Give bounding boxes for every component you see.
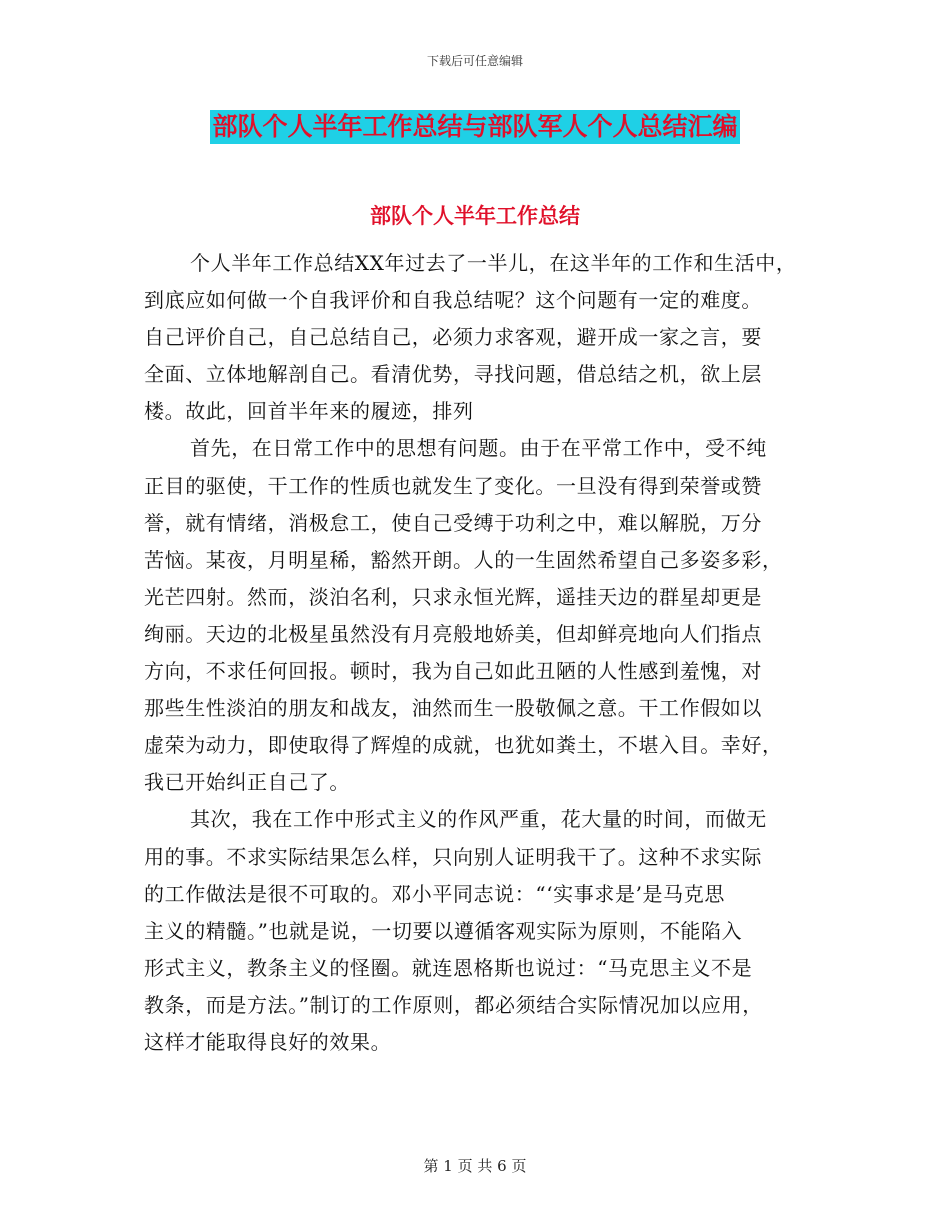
text-line: 虚荣为动力，即使取得了辉煌的成就，也犹如粪土，不堪入目。幸好， [144,733,783,758]
text-line: 到底应如何做一个自我评价和自我总结呢？这个问题有一定的难度。 [144,288,762,313]
text-line: 方向，不求任何回报。顿时，我为自己如此丑陋的人性感到羞愧，对 [144,659,762,684]
text-line: 自己评价自己，自己总结自己，必须力求客观，避开成一家之言，要 [144,325,762,350]
text-line: 首先，在日常工作中的思想有问题。由于在平常工作中，受不纯 [190,436,767,461]
paragraph-1 [144,245,810,430]
section-title: 部队个人半年工作总结 [370,204,580,228]
document-title: 部队个人半年工作总结与部队军人个人总结汇编 [210,110,739,144]
text-line: 个人半年工作总结XX年过去了一半儿，在这半年的工作和生活中， [190,251,797,275]
page-header-note: 下载后可任意编辑 [426,54,523,68]
page-number: 第 1 页 共 6 页 [423,1157,527,1175]
text-line: 正目的驱使，干工作的性质也就发生了变化。一旦没有得到荣誉或赞 [144,473,762,498]
text-line: 这样才能取得良好的效果。 [144,1029,392,1054]
text-line: 的工作做法是很不可取的。邓小平同志说：“‘实事求是’是马克思 [144,881,725,906]
text-line: 誉，就有情绪，消极怠工，使自己受缚于功利之中，难以解脱，万分 [144,510,762,535]
paragraph-3 [144,801,810,1061]
paragraph-2 [144,430,810,801]
text-line: 绚丽。天边的北极星虽然没有月亮般地娇美，但却鲜亮地向人们指点 [144,621,762,646]
text-line: 主义的精髓。”也就是说，一切要以遵循客观实际为原则，不能陷入 [144,918,743,943]
text-line: 全面、立体地解剖自己。看清优势，寻找问题，借总结之机，欲上层 [144,362,762,387]
text-line: 其次，我在工作中形式主义的作风严重，花大量的时间，而做无 [190,807,767,832]
text-line: 苦恼。某夜，月明星稀，豁然开朗。人的一生固然希望自己多姿多彩， [144,547,783,572]
text-line: 我已开始纠正自己了。 [144,770,350,795]
text-line: 教条，而是方法。”制订的工作原则，都必须结合实际情况加以应用， [144,992,763,1017]
text-line: 那些生性淡泊的朋友和战友，油然而生一股敬佩之意。干工作假如以 [144,696,762,721]
text-line: 形式主义，教条主义的怪圈。就连恩格斯也说过：“马克思主义不是 [144,955,753,980]
text-line: 光芒四射。然而，淡泊名利，只求永恒光辉，遥挂天边的群星却更是 [144,584,762,609]
text-line: 用的事。不求实际结果怎么样，只向别人证明我干了。这种不求实际 [144,844,762,869]
main-title-container [0,110,950,144]
body-text [144,245,810,1061]
text-line: 楼。故此，回首半年来的履迹，排列 [144,399,474,424]
